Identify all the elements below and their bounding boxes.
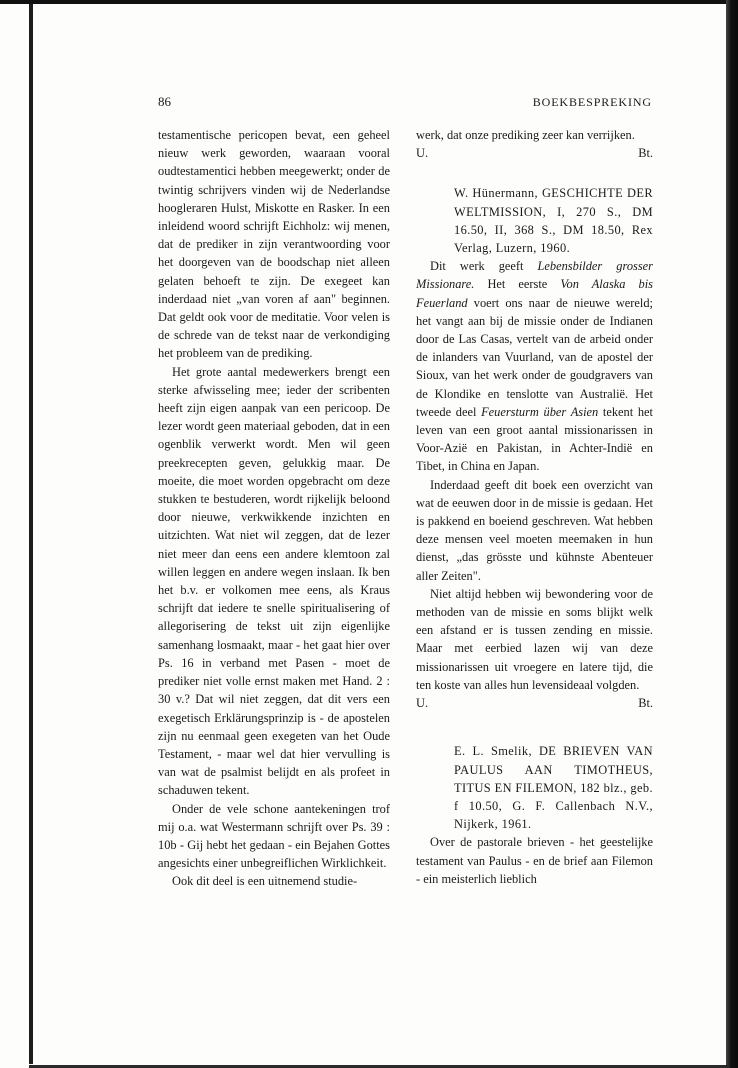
review-heading: W. Hünermann, GESCHICHTE DER WELTMISSION, I, 270 S., DM 16.50, II, 368 S., DM 18.50, Rex Verlag, Luzern, 1960. [454,186,653,256]
right-column [416,126,653,888]
paragraph: testamentische pericopen bevat, een geheel nieuw werk geworden, waaraan vooral oudtestamentici hebben meegewerkt; onder de twintig schrijvers vinden wij de Nederlandse hoogleraren Hulst, Miskotte en Rasker. In een inleidend woord schrijft Eichholz: wij menen, dat de prediker in zijn verantwoording voor het doorgeven van de boodschap niet alleen gelaten behoeft te zijn. De exegeet kan inderdaad niet „van voren af aan" beginnen. Dat geldt ook voor de meditatie. Voor velen is de schrede van de tekst naar de verkondiging het probleem van de prediking. [158,128,390,361]
text-run: Dit werk geeft [430,259,524,274]
paragraph: Onder de vele schone aantekeningen trof mij o.a. wat Westermann schrijft over Ps. 39 : 10b - Gij hebt het gedaan - ein Bejahen Gottes angesichts einer unbegreiflichen Wirklichkeit. [158,801,390,871]
scan-edge-right [726,0,738,1068]
paragraph: Niet altijd hebben wij bewondering voor de methoden van de missie en soms blijkt welk een afstand er is tussen zending en missie. Maar met eerbied lazen wij van deze missionarissen uit vroegere en latere tijd, die ten koste van alles hun levensideaal volgden. [416,586,653,692]
paragraph: Het grote aantal medewerkers brengt een sterke afwisseling mee; ieder der scribenten heeft zijn eigen aanpak van een pericoop. De lezer wordt geen materiaal geboden, dat in een ogenblik verwerkt wordt. Men wil geen preekrecepten geven, gelukkig maar. De moeite, die moet worden opgebracht om deze stukken te bestuderen, wordt rijkelijk beloond door nieuwe, verkwikkende inzichten en uitzichten. Wat niet wil zeggen, dat de lezer niet meer dan eens een andere klemtoon zal willen leggen en andere wegen inslaan. Ik ben het b.v. er volkomen mee eens, als Kraus schrijft dat iedere te snelle spiritualisering of allegorisering de tekst uit zijn eigenlijke samenhang losmaakt, maar - het gaat hier over Ps. 16 in verband met Pasen - moet de prediker niet volle ernst maken met Hand. 2 : 30 v.? Dat wil niet zeggen, dat dit vers een exegetisch Erklärungsprinzip is - de apostelen zijn nu eenmaal geen exegeten van het Oude Testament, - maar wel dat hier vervulling is van wat de psalmist belijdt en als profeet in schaduwen tekent. [158,364,390,798]
signature-name: Bt. [638,696,653,711]
text-run: voert ons naar de nieuwe wereld; het vangt aan bij de missie onder de Indianen door de Las Casas, vertelt van de arbeid onder de inlanders van Vuurland, van de apostel der Sioux, van het werk onder de goudgravers van de Klondike en tenslotte van Australië. Het tweede deel [416,295,653,419]
italic-title: Lebensbilder grosser Missionare. [416,259,653,292]
running-head: BOEKBESPREKING [532,95,652,109]
signature-initial: U. [416,146,429,161]
scan-edge-left [29,4,33,1064]
signature-initial: U. [416,696,429,711]
text-run: Het eerste [487,277,548,292]
paragraph: Ook dit deel is een uitnemend studie- [172,874,358,889]
paragraph: Inderdaad geeft dit boek een overzicht van wat de eeuwen door in de missie is gedaan. Het is pakkend en boeiend geschreven. Wat hebben deze mensen veel moeten meemaken in hun dienst, „das grösste und kühnste Abenteuer aller Zeiten". [416,477,653,583]
paragraph [416,257,653,475]
paragraph: Over de pastorale brieven - het geestelijke testament van Paulus - en de brief aan Filemon - ein meisterlich lieblich [416,835,653,886]
reviewer-signature [416,694,653,712]
review-heading: E. L. Smelik, DE BRIEVEN VAN PAULUS AAN TIMOTHEUS, TITUS EN FILEMON, 182 blz., geb. f 10.50, G. F. Callenbach N.V., Nijkerk, 1961. [454,744,653,832]
paragraph: werk, dat onze prediking zeer kan verrijken. [416,128,635,142]
signature-name: Bt. [638,146,653,161]
italic-title: Feuersturm über Asien [481,404,599,419]
italic-title: Von Alaska bis Feuerland [416,277,653,310]
scan-edge-top [0,0,738,4]
left-column [158,126,390,891]
text-run: tekent het leven van een groot aantal missionarissen in Voor-Azië en Pakistan, in Achter-Indië en Tibet, in China en Japan. [416,404,653,474]
page-number: 86 [158,94,171,109]
reviewer-signature [416,144,653,162]
